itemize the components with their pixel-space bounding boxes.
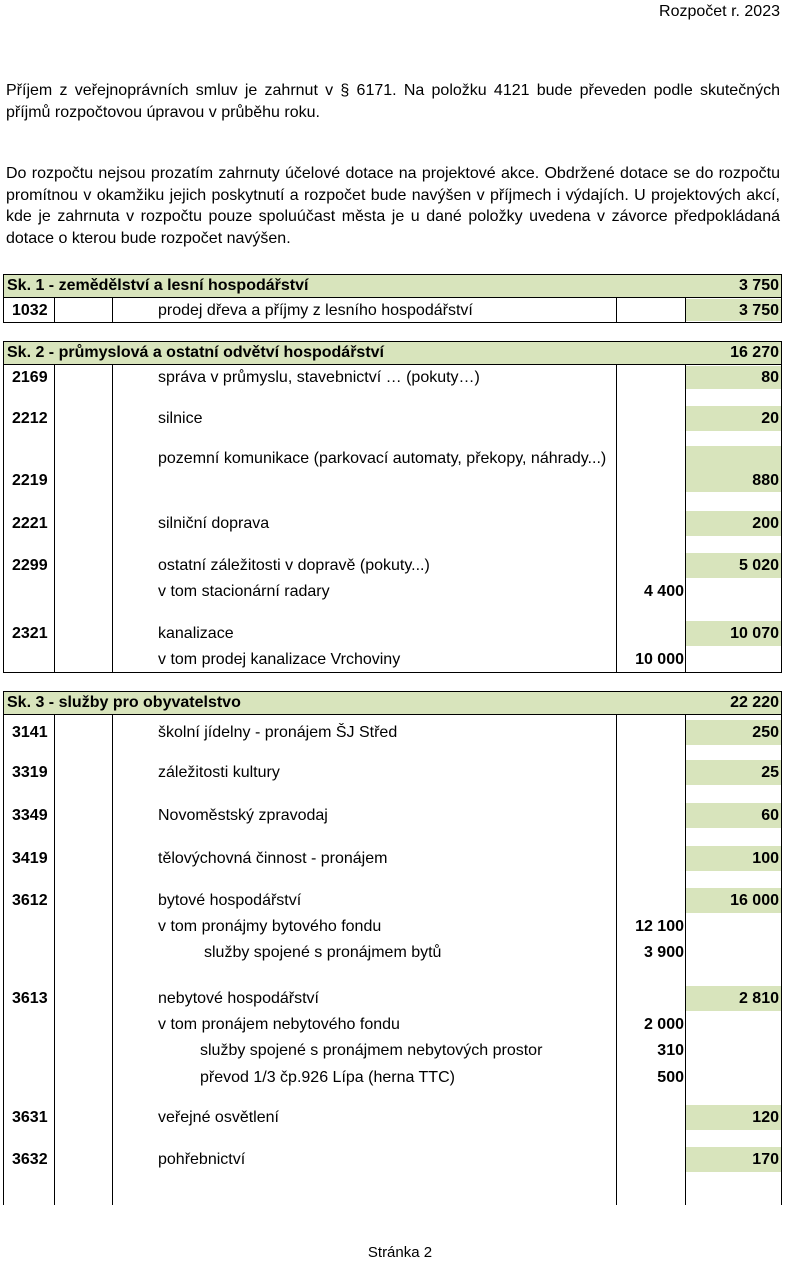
- row-code: 3319: [12, 764, 48, 781]
- row-description: kanalizace: [158, 625, 234, 642]
- section-3-total: 22 220: [730, 694, 779, 711]
- row-value: 25: [761, 764, 779, 781]
- row-value: 3 750: [738, 302, 779, 319]
- section-1-header: [4, 275, 781, 298]
- row-code: 2221: [12, 515, 48, 532]
- page-number: Stránka 2: [367, 1244, 433, 1261]
- row-value: 60: [761, 807, 779, 824]
- row-value: 16 000: [730, 892, 779, 909]
- row-subitem-value: 4 400: [643, 583, 684, 600]
- row-code: 2169: [12, 369, 48, 386]
- row-code: 3612: [12, 892, 48, 909]
- row-description: bytové hospodářství: [158, 892, 302, 909]
- row-subitem-description: služby spojené s pronájmem nebytových prostor: [200, 1042, 543, 1059]
- row-description: pohřebnictví: [158, 1151, 246, 1168]
- row-value: 880: [752, 472, 779, 489]
- row-subitem-value: 500: [657, 1069, 684, 1086]
- row-subitem-description: služby spojené s pronájmem bytů: [204, 944, 442, 961]
- row-description: záležitosti kultury: [158, 764, 280, 781]
- row-subitem-value: 2 000: [643, 1016, 684, 1033]
- row-value: 170: [752, 1151, 779, 1168]
- row-subitem-description: v tom prodej kanalizace Vrchoviny: [158, 651, 401, 668]
- row-description: ostatní záležitosti v dopravě (pokuty...): [158, 557, 430, 574]
- section-3-title: Sk. 3 - služby pro obyvatelstvo: [7, 694, 241, 711]
- row-code: 3141: [12, 724, 48, 741]
- document-header-title: Rozpočet r. 2023: [659, 3, 780, 20]
- row-description: nebytové hospodářství: [158, 990, 319, 1007]
- row-code: 1032: [12, 302, 48, 319]
- row-code: 3613: [12, 990, 48, 1007]
- section-1-total: 3 750: [738, 277, 779, 294]
- row-subitem-description: v tom pronájem nebytového fondu: [158, 1016, 400, 1033]
- row-subitem-value: 12 100: [635, 918, 684, 935]
- row-description: školní jídelny - pronájem ŠJ Střed: [158, 724, 398, 741]
- row-description: silniční doprava: [158, 515, 270, 532]
- row-subitem-description: převod 1/3 čp.926 Lípa (herna TTC): [200, 1069, 455, 1086]
- row-code: 3419: [12, 850, 48, 867]
- row-code: 3349: [12, 807, 48, 824]
- section-2-table: [3, 341, 782, 673]
- section-3-table: [3, 691, 782, 1205]
- row-value: 80: [761, 369, 779, 386]
- row-description: silnice: [158, 410, 203, 427]
- row-value: 120: [752, 1109, 779, 1126]
- row-value: 200: [752, 515, 779, 532]
- row-subitem-value: 3 900: [643, 944, 684, 961]
- row-code: 2219: [12, 472, 48, 489]
- section-1-title: Sk. 1 - zemědělství a lesní hospodářství: [7, 277, 309, 294]
- row-description: veřejné osvětlení: [158, 1109, 279, 1126]
- row-subitem-description: v tom pronájmy bytového fondu: [158, 918, 382, 935]
- row-value: 10 070: [730, 625, 779, 642]
- row-value: 100: [752, 850, 779, 867]
- row-subitem-description: v tom stacionární radary: [158, 583, 330, 600]
- intro-paragraph-2: Do rozpočtu nejsou prozatím zahrnuty účelové dotace na projektové akce. Obdržené dotace se do rozpočtu promítnou v okamžiku jejich poskytnutí a rozpočet bude navýšen v příjmech i výdajích. U projektových akcí, kde je zahrnuta v rozpočtu pouze spoluúčast města je u dané položky uvedena v závorce předpokládaná dotace o kterou bude rozpočet navýšen.: [6, 165, 780, 247]
- section-2-total: 16 270: [730, 344, 779, 361]
- row-description: pozemní komunikace (parkovací automaty, překopy, náhrady...): [158, 450, 607, 467]
- row-code: 3632: [12, 1151, 48, 1168]
- row-code: 2321: [12, 625, 48, 642]
- section-1-table: [3, 274, 782, 323]
- row-description: správa v průmyslu, stavebnictví … (pokuty…): [158, 369, 480, 386]
- intro-paragraph-1: Příjem z veřejnoprávních smluv je zahrnut v § 6171. Na položku 4121 bude převeden podle skutečných příjmů rozpočtovou úpravou v průběhu roku.: [6, 82, 780, 121]
- row-description: Novoměstský zpravodaj: [158, 807, 328, 824]
- section-3-header: [4, 692, 781, 715]
- row-code: 3631: [12, 1109, 48, 1126]
- row-description: prodej dřeva a příjmy z lesního hospodářství: [158, 302, 473, 319]
- row-code: 2212: [12, 410, 48, 427]
- row-subitem-value: 310: [657, 1042, 684, 1059]
- row-code: 2299: [12, 557, 48, 574]
- row-subitem-value: 10 000: [635, 651, 684, 668]
- row-value: 250: [752, 724, 779, 741]
- row-value: 20: [761, 410, 779, 427]
- row-value: 2 810: [738, 990, 779, 1007]
- row-value: 5 020: [738, 557, 779, 574]
- section-2-header: [4, 342, 781, 365]
- section-2-title: Sk. 2 - průmyslová a ostatní odvětví hospodářství: [7, 344, 384, 361]
- row-description: tělovýchovná činnost - pronájem: [158, 850, 388, 867]
